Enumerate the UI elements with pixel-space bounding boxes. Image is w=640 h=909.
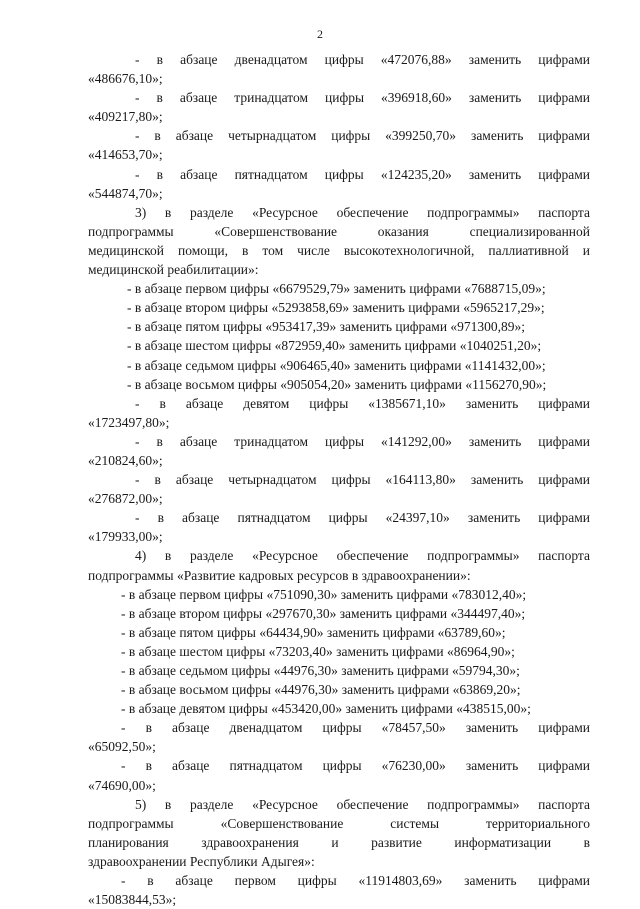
text-line: «409217,80»;: [88, 109, 163, 125]
text-line: планирования здравоохранения и развитие информатизации в: [88, 834, 590, 850]
text-line: - в абзаце тринадцатом цифры «141292,00» заменить цифрами: [135, 433, 590, 449]
text-line: «414653,70»;: [88, 147, 163, 163]
text-line: - в абзаце пятнадцатом цифры «24397,10» заменить цифрами: [135, 510, 590, 526]
text-line: - в абзаце пятнадцатом цифры «124235,20» заменить цифрами: [135, 166, 590, 182]
text-line: - в абзаце втором цифры «5293858,69» заменить цифрами «5965217,29»;: [127, 300, 545, 316]
text-line: - в абзаце первом цифры «11914803,69» заменить цифрами: [121, 873, 590, 889]
text-line: «179933,00»;: [88, 529, 163, 545]
text-line: медицинской помощи, в том числе высокотехнологичной, паллиативной и: [88, 242, 590, 258]
text-line: - в абзаце девятом цифры «453420,00» заменить цифрами «438515,00»;: [121, 701, 531, 717]
text-line: - в абзаце пятнадцатом цифры «76230,00» заменить цифрами: [121, 758, 590, 774]
text-line: - в абзаце четырнадцатом цифры «399250,70» заменить цифрами: [135, 128, 590, 144]
text-line: - в абзаце седьмом цифры «44976,30» заменить цифрами «59794,30»;: [121, 663, 520, 678]
text-line: 3) в разделе «Ресурсное обеспечение подпрограммы» паспорта: [135, 204, 590, 220]
text-line: медицинской реабилитации»:: [88, 262, 259, 278]
text-line: - в абзаце двенадцатом цифры «472076,88» заменить цифрами: [135, 52, 590, 67]
text-line: - в абзаце шестом цифры «73203,40» заменить цифрами «86964,90»;: [121, 643, 515, 659]
text-line: - в абзаце пятом цифры «64434,90» заменить цифрами «63789,60»;: [121, 624, 506, 640]
text-line: здравоохранении Республики Адыгея»:: [88, 853, 315, 869]
text-line: - в абзаце четырнадцатом цифры «164113,80» заменить цифрами: [135, 472, 590, 488]
page-number: 2: [317, 27, 323, 41]
text-line: «15083844,53»;: [88, 892, 177, 908]
text-line: 4) в разделе «Ресурсное обеспечение подпрограммы» паспорта: [135, 548, 590, 564]
text-line: - в абзаце восьмом цифры «905054,20» заменить цифрами «1156270,90»;: [127, 376, 547, 392]
text-line: - в абзаце седьмом цифры «906465,40» заменить цифрами «1141432,00»;: [127, 357, 546, 373]
text-line: - в абзаце восьмом цифры «44976,30» заменить цифрами «63869,20»;: [121, 682, 521, 698]
text-line: - в абзаце девятом цифры «1385671,10» заменить цифрами: [135, 395, 590, 411]
text-line: «74690,00»;: [88, 777, 156, 793]
text-line: «276872,00»;: [88, 491, 163, 507]
text-line: - в абзаце пятом цифры «953417,39» заменить цифрами «971300,89»;: [127, 319, 526, 335]
text-line: «544874,70»;: [88, 185, 163, 201]
text-line: подпрограммы «Развитие кадровых ресурсов в здравоохранении»:: [88, 567, 471, 583]
text-line: «65092,50»;: [88, 739, 156, 755]
text-line: - в абзаце двенадцатом цифры «78457,50» заменить цифрами: [121, 720, 590, 736]
text-line: подпрограммы «Совершенствование системы территориального: [88, 815, 590, 831]
text-line: «486676,10»;: [88, 71, 163, 87]
text-line: «210824,60»;: [88, 452, 163, 468]
text-line: - в абзаце первом цифры «6679529,79» заменить цифрами «7688715,09»;: [127, 281, 546, 297]
text-line: - в абзаце втором цифры «297670,30» заменить цифрами «344497,40»;: [121, 605, 526, 621]
document-body: [88, 50, 590, 909]
text-line: «1723497,80»;: [88, 414, 170, 430]
text-line: 5) в разделе «Ресурсное обеспечение подпрограммы» паспорта: [135, 796, 590, 812]
text-line: - в абзаце шестом цифры «872959,40» заменить цифрами «1040251,20»;: [127, 338, 542, 354]
text-line: - в абзаце тринадцатом цифры «396918,60» заменить цифрами: [135, 90, 590, 106]
text-line: подпрограммы «Совершенствование оказания специализированной: [88, 223, 590, 239]
text-line: - в абзаце первом цифры «751090,30» заменить цифрами «783012,40»;: [121, 586, 527, 602]
